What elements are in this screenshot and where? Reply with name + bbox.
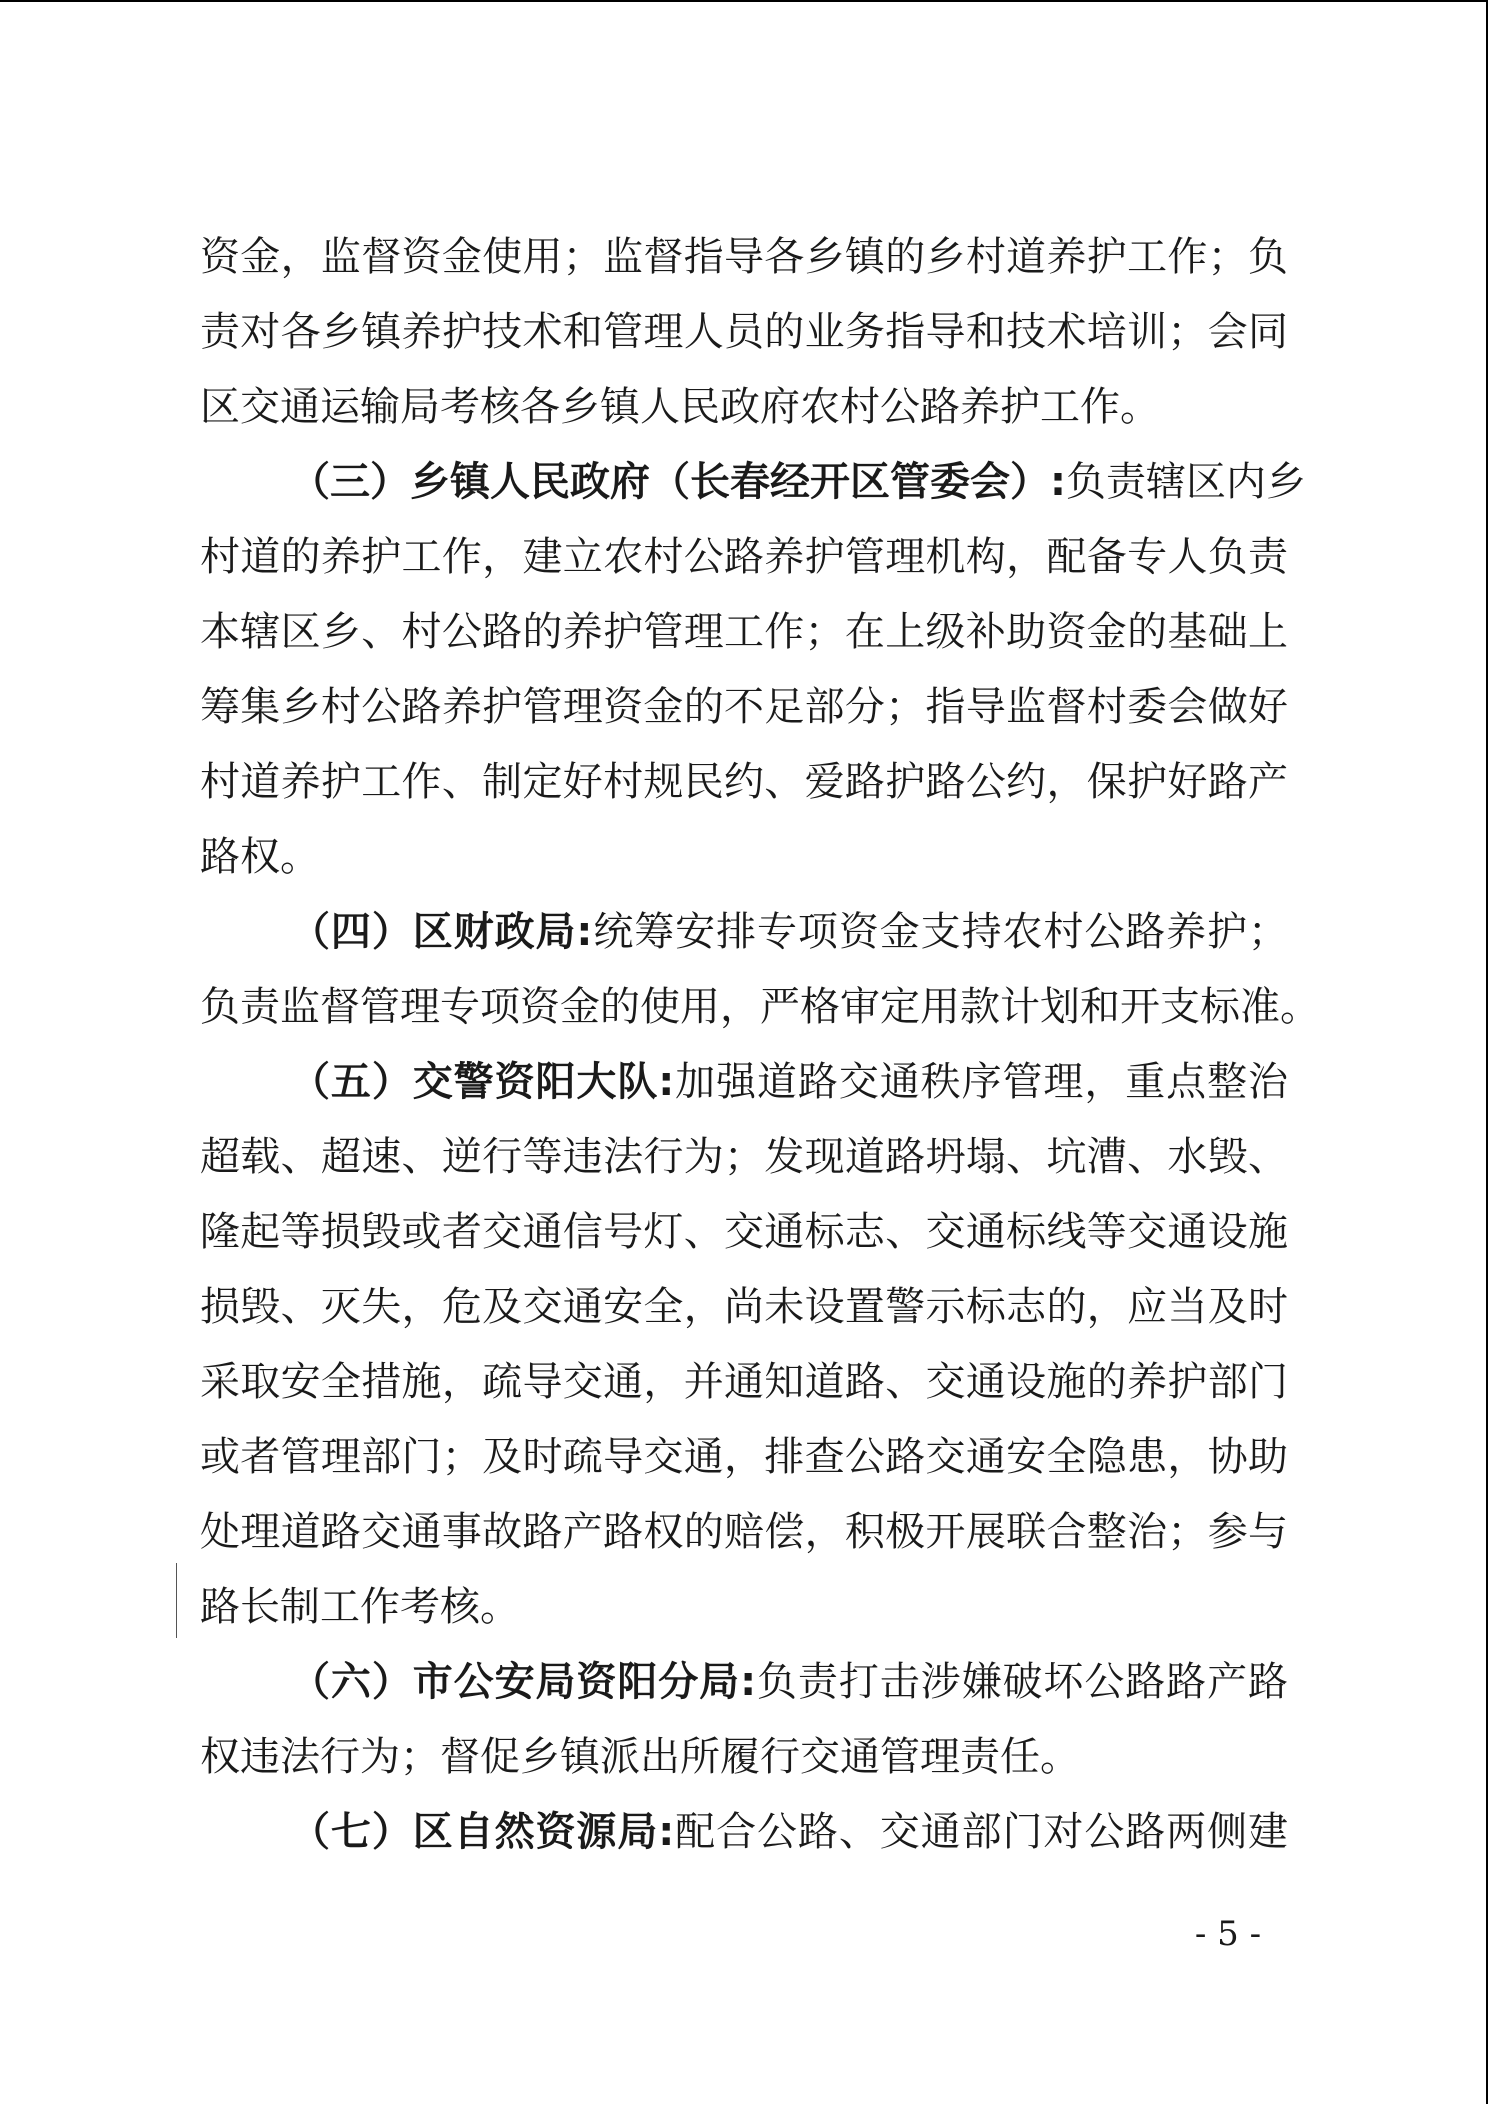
- body-text-line: 隆起等损毁或者交通信号灯、交通标志、交通标线等交通设施: [200, 1209, 1288, 1255]
- body-text-line: 损毁、灭失，危及交通安全，尚未设置警示标志的，应当及时: [200, 1284, 1288, 1330]
- body-text-line: 筹集乡村公路养护管理资金的不足部分；指导监督村委会做好: [200, 684, 1288, 730]
- body-text-run: 加强道路交通秩序管理，重点整治: [674, 1059, 1288, 1105]
- body-text-run: 配合公路、交通部门对公路两侧建: [674, 1809, 1288, 1855]
- paragraph-7-first-line: [290, 1806, 1288, 1858]
- paragraph-3-heading: （三）乡镇人民政府（长春经开区管委会）:: [290, 459, 1066, 505]
- page-number: - 5 -: [1194, 1914, 1262, 1954]
- paragraph-5-heading: （五）交警资阳大队:: [290, 1059, 675, 1105]
- body-text-run: 负责辖区内乡: [1066, 459, 1306, 505]
- paragraph-7-heading: （七）区自然资源局:: [290, 1809, 675, 1855]
- body-text-line: 处理道路交通事故路产路权的赔偿，积极开展联合整治；参与: [200, 1509, 1288, 1555]
- body-text-line: 负责监督管理专项资金的使用，严格审定用款计划和开支标准。: [200, 984, 1320, 1030]
- paragraph-4-heading: （四）区财政局:: [290, 909, 593, 955]
- body-text-line: 采取安全措施，疏导交通，并通知道路、交通设施的养护部门: [200, 1359, 1288, 1405]
- body-text-line: 或者管理部门；及时疏导交通，排查公路交通安全隐患，协助: [200, 1434, 1288, 1480]
- body-text-line: 路长制工作考核。: [200, 1584, 520, 1630]
- body-text-line: 区交通运输局考核各乡镇人民政府农村公路养护工作。: [200, 384, 1160, 430]
- paragraph-6-heading: （六）市公安局资阳分局:: [290, 1659, 757, 1705]
- paragraph-6-first-line: [290, 1656, 1288, 1708]
- paragraph-5-first-line: [290, 1056, 1288, 1108]
- body-text-line: 权违法行为；督促乡镇派出所履行交通管理责任。: [200, 1734, 1080, 1780]
- body-text-run: 负责打击涉嫌破坏公路路产路: [756, 1659, 1289, 1705]
- body-text-line: 责对各乡镇养护技术和管理人员的业务指导和技术培训；会同: [200, 309, 1288, 355]
- top-border-line: [0, 0, 1488, 2]
- body-text-run: 统筹安排专项资金支持农村公路养护；: [592, 909, 1289, 955]
- body-text-line: 村道的养护工作，建立农村公路养护管理机构，配备专人负责: [200, 534, 1288, 580]
- body-text-line: 本辖区乡、村公路的养护管理工作；在上级补助资金的基础上: [200, 609, 1288, 655]
- body-text-line: 路权。: [200, 834, 320, 880]
- margin-mark: [176, 1563, 177, 1638]
- paragraph-3-first-line: [290, 456, 1306, 508]
- paragraph-4-first-line: [290, 906, 1288, 958]
- body-text-line: 村道养护工作、制定好村规民约、爱路护路公约，保护好路产: [200, 759, 1288, 805]
- body-text-line: 超载、超速、逆行等违法行为；发现道路坍塌、坑漕、水毁、: [200, 1134, 1288, 1180]
- body-text-line: 资金，监督资金使用；监督指导各乡镇的乡村道养护工作；负: [200, 234, 1288, 280]
